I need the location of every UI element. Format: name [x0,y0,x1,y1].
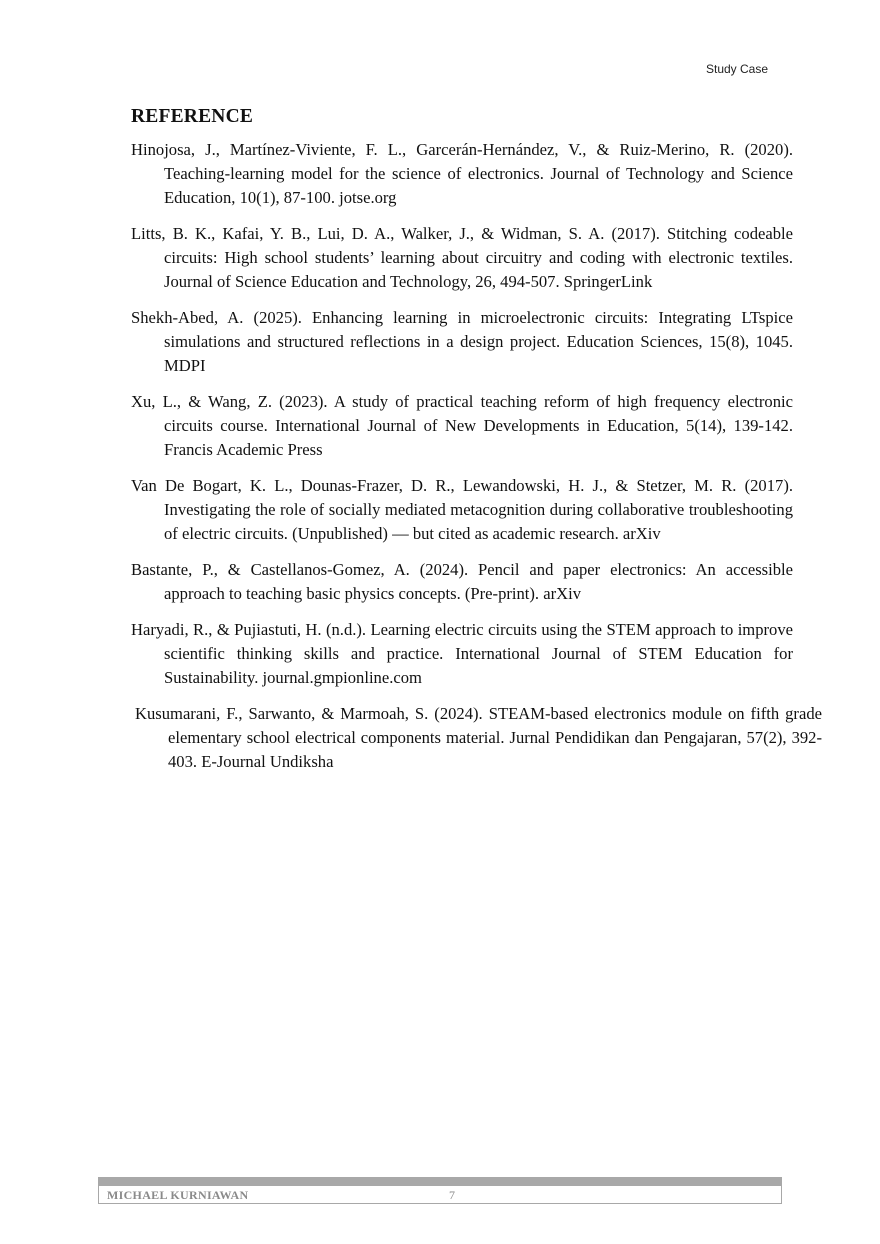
section-title: REFERENCE [131,106,254,127]
reference-entry: Litts, B. K., Kafai, Y. B., Lui, D. A., Walker, J., & Widman, S. A. (2017). Stitching codeable circuits: High school students’ learning about circuitry and coding with electronic textiles. Journal of Science Education and Technology, 26, 494-507. SpringerLink [131,224,793,291]
page-header-label: Study Case [706,62,769,76]
page-footer [98,1177,782,1204]
reference-entry: Bastante, P., & Castellanos-Gomez, A. (2024). Pencil and paper electronics: An accessible approach to teaching basic physics concepts. (Pre-print). arXiv [131,560,793,603]
footer-author: MICHAEL KURNIAWAN [107,1188,249,1202]
reference-entry: Hinojosa, J., Martínez-Viviente, F. L., Garcerán-Hernández, V., & Ruiz-Merino, R. (2020). Teaching-learning model for the science of electronics. Journal of Technology and Science Education, 10(1), 87-100. jotse.org [131,140,793,207]
reference-list [131,138,822,786]
reference-entry: Xu, L., & Wang, Z. (2023). A study of practical teaching reform of high frequency electronic circuits course. International Journal of New Developments in Education, 5(14), 139-142. Francis Academic Press [131,392,793,459]
footer-page-number: 7 [449,1188,455,1202]
reference-entry: Haryadi, R., & Pujiastuti, H. (n.d.). Learning electric circuits using the STEM approach to improve scientific thinking skills and practice. International Journal of STEM Education for Sustainability. journal.gmpionline.com [131,620,793,687]
reference-entry: Shekh-Abed, A. (2025). Enhancing learning in microelectronic circuits: Integrating LTspice simulations and structured reflections in a design project. Education Sciences, 15(8), 1045. MDPI [131,308,793,375]
reference-entry: Kusumarani, F., Sarwanto, & Marmoah, S. (2024). STEAM-based electronics module on fifth grade elementary school electrical components material. Jurnal Pendidikan dan Pengajaran, 57(2), 392-403. E-Journal Undiksha [135,704,822,771]
reference-entry: Van De Bogart, K. L., Dounas-Frazer, D. R., Lewandowski, H. J., & Stetzer, M. R. (2017). Investigating the role of socially mediated metacognition during collaborative troubleshooting of electric circuits. (Unpublished) — but cited as academic research. arXiv [131,476,793,543]
